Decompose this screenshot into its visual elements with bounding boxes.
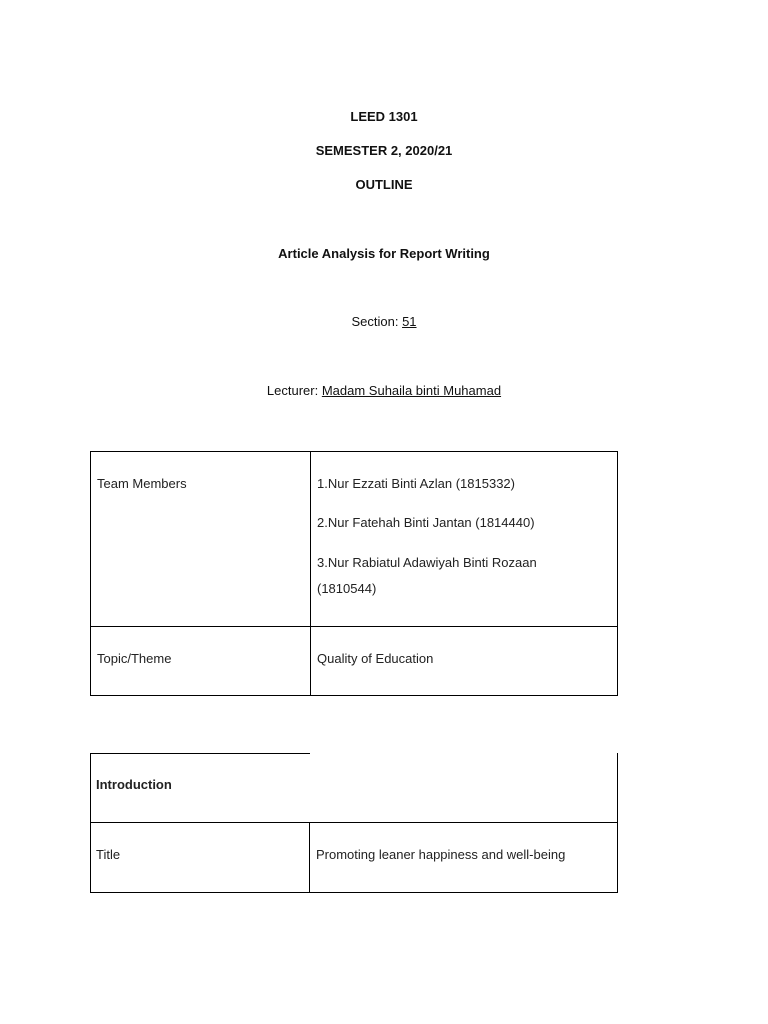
team-members-label: Team Members (97, 476, 187, 491)
table-border-left (90, 753, 91, 893)
team-member-3-id: (1810544) (317, 581, 377, 596)
team-table (90, 451, 618, 696)
table-column-divider (309, 822, 310, 893)
team-member-3: 3.Nur Rabiatul Adawiyah Binti Rozaan (317, 555, 537, 570)
section-line (0, 314, 768, 330)
title-value: Promoting leaner happiness and well-being (316, 847, 566, 862)
table-row-divider (91, 626, 617, 627)
lecturer-label: Lecturer: (266, 383, 322, 398)
lecturer-line (0, 383, 768, 399)
semester: SEMESTER 2, 2020/21 (315, 143, 453, 158)
introduction-heading: Introduction (96, 777, 172, 792)
title-label: Title (96, 847, 121, 862)
table-column-divider (310, 452, 311, 695)
section-value: 51 (402, 314, 417, 329)
team-member-1: 1.Nur Ezzati Binti Azlan (1815332) (317, 476, 515, 491)
table-row-divider (90, 822, 618, 823)
table-border-bottom (90, 892, 618, 893)
section-label: Section: (351, 314, 403, 329)
document-type: OUTLINE (355, 177, 413, 192)
document-title: Article Analysis for Report Writing (278, 246, 490, 261)
introduction-table (90, 753, 618, 893)
topic-label: Topic/Theme (97, 651, 172, 666)
topic-value: Quality of Education (317, 651, 434, 666)
lecturer-value: Madam Suhaila binti Muhamad (321, 383, 502, 398)
table-border-right (617, 753, 618, 893)
team-member-2: 2.Nur Fatehah Binti Jantan (1814440) (317, 515, 535, 530)
table-border-top (90, 753, 310, 754)
course-code: LEED 1301 (350, 109, 418, 124)
